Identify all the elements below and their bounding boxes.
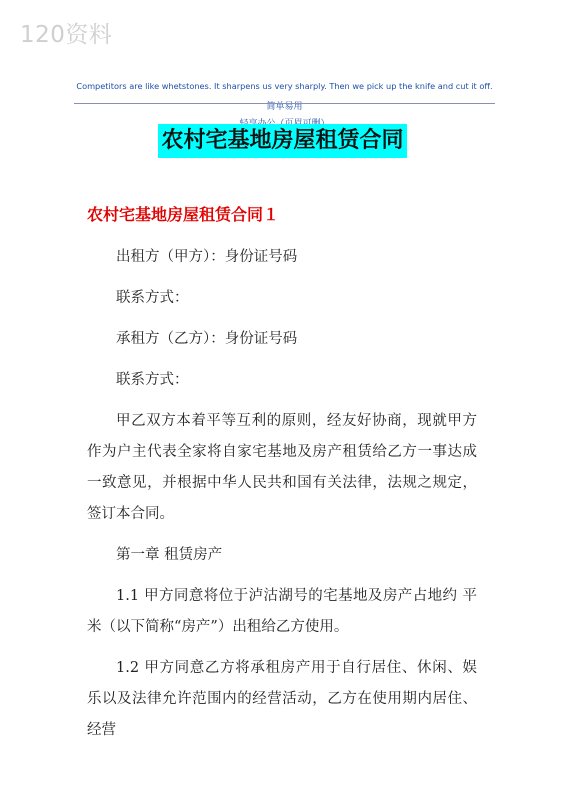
paragraph-clause-1-2: 1.2 甲方同意乙方将承租房产用于自行居住、休闲、娱乐以及法律允许范围内的经营活动，乙方在使用期内居住、经营 bbox=[87, 660, 477, 738]
document-title bbox=[0, 124, 565, 158]
header-chinese-tail: 简单易用 bbox=[266, 102, 303, 112]
watermark-logo: 120资料 bbox=[20, 22, 113, 48]
document-body bbox=[87, 200, 477, 756]
paragraph-clause-1-1: 1.1 甲方同意将位于泸沽湖号的宅基地及房产占地约 平米（以下简称“房产”）出租给乙方使用。 bbox=[87, 588, 477, 635]
header-divider bbox=[74, 103, 495, 104]
section-heading: 农村宅基地房屋租赁合同１ bbox=[87, 205, 280, 224]
header-english-text: Competitors are like whetstones. It sharpens us very sharply. Then we pick up the knife and cut it off. bbox=[76, 81, 493, 91]
paragraph-lessee: 承租方（乙方）：身份证号码 bbox=[116, 331, 298, 347]
paragraph-preamble: 甲乙双方本着平等互利的原则，经友好协商，现就甲方作为户主代表全家将自家宅基地及房产租赁给乙方一事达成一致意见，并根据中华人民共和国有关法律，法规之规定，签订本合同。 bbox=[87, 413, 477, 522]
paragraph-lessor: 出租方（甲方）：身份证号码 bbox=[116, 249, 298, 265]
paragraph-lessee-contact: 联系方式： bbox=[116, 372, 189, 388]
paragraph-lessor-contact: 联系方式： bbox=[116, 290, 189, 306]
document-title-text: 农村宅基地房屋租赁合同 bbox=[158, 124, 406, 158]
paragraph-chapter-1: 第一章 租赁房产 bbox=[116, 547, 223, 563]
